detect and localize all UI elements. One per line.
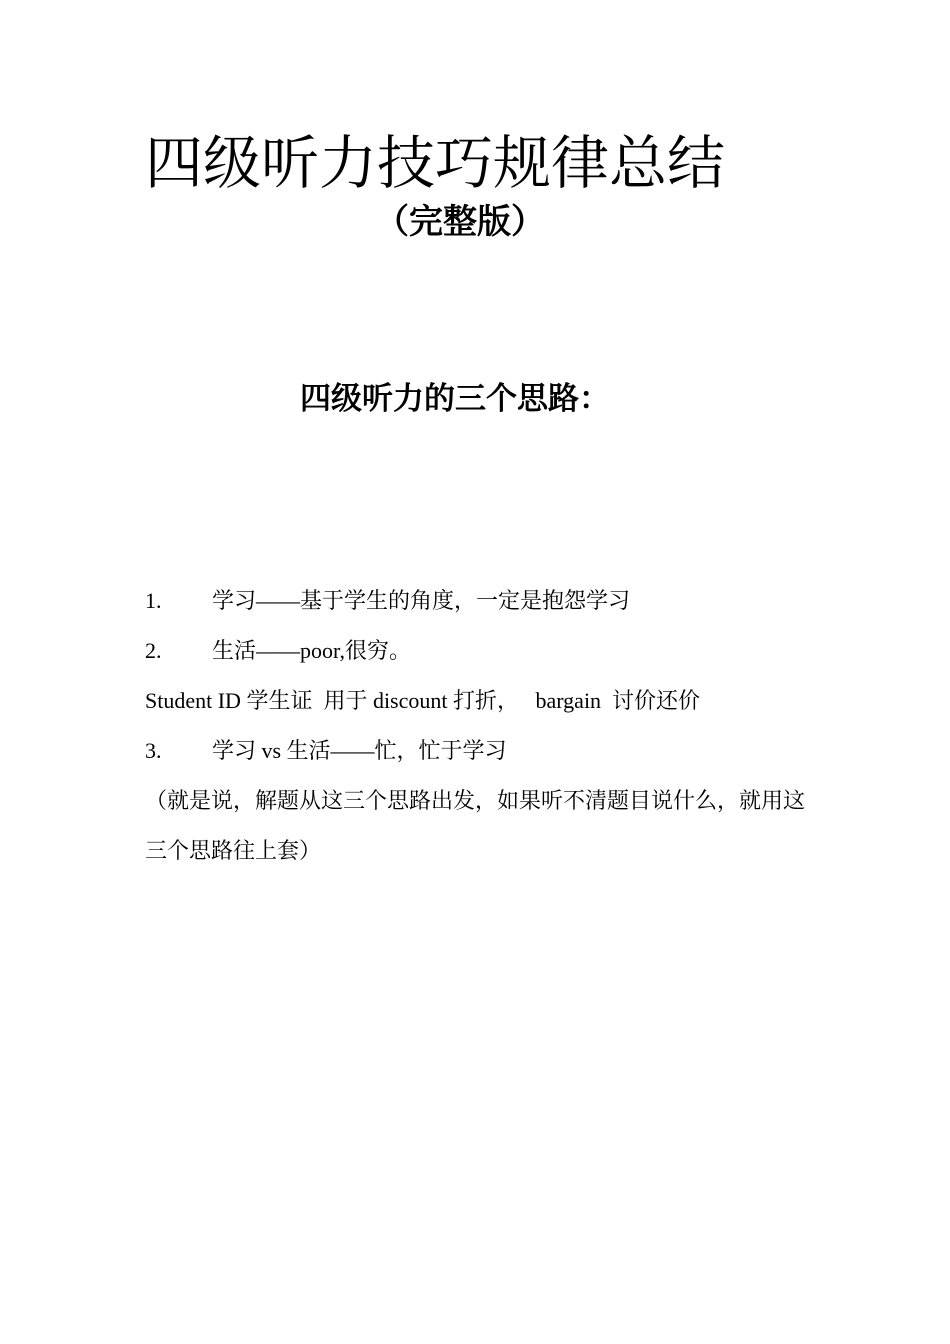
note-paragraph: （就是说，解题从这三个思路出发，如果听不清题目说什么，就用这三个思路往上套） xyxy=(145,788,806,863)
list-item xyxy=(145,626,825,676)
list-item-number: 1. xyxy=(145,588,162,613)
student-id-line: Student ID 学生证 用于 discount 打折， bargain 讨价还价 xyxy=(145,688,701,713)
list-item-number: 2. xyxy=(145,638,162,663)
list-item xyxy=(145,576,825,626)
list-item xyxy=(145,726,825,776)
list-item-number: 3. xyxy=(145,738,162,763)
list-item-text: 学习——基于学生的角度，一定是抱怨学习 xyxy=(212,588,631,613)
body-text xyxy=(145,576,825,876)
list-item-text: 学习 vs 生活——忙，忙于学习 xyxy=(212,738,507,763)
document-title: 四级听力技巧规律总结 xyxy=(145,129,726,197)
document-subtitle: （完整版） xyxy=(375,202,545,242)
list-item-text: 生活——poor,很穷。 xyxy=(212,638,411,663)
section-heading: 四级听力的三个思路： xyxy=(300,381,610,417)
